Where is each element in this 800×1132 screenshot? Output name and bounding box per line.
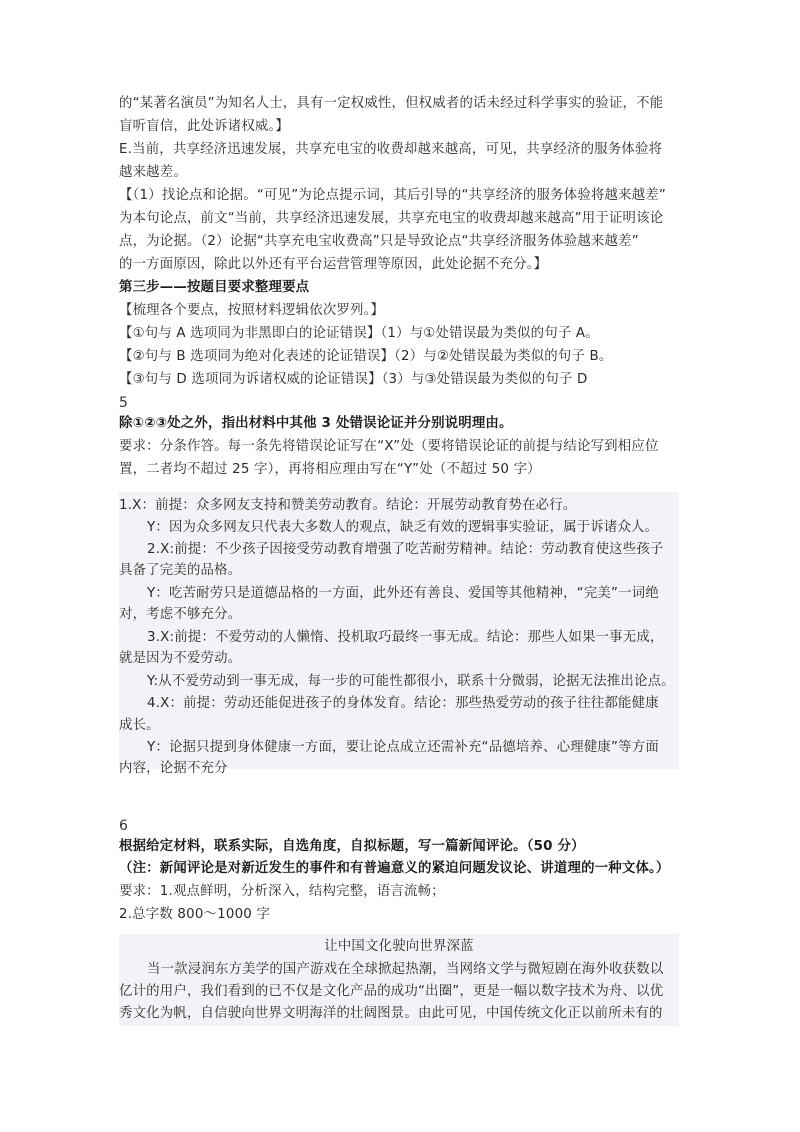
answer-line: 具备了完美的品格。 — [119, 563, 242, 578]
text-line: 盲听盲信，此处诉诸权威。】 — [119, 119, 289, 134]
text-line: E.当前，共享经济迅速发展，共享充电宝的收费却越来越高，可见，共享经济的服务体验将 — [119, 142, 663, 157]
answer-line: Y：论据只提到身体健康一方面，要让论点成立还需补充“品德培养、心理健康”等方面 — [147, 740, 659, 755]
text-line: 【（1）找论点和论据。“可见”为论点提示词，其后引导的“共享经济的服务体验将越来越差” — [119, 188, 667, 203]
answer-line: 1.X：前提：众多网友支持和赞美劳动教育。结论：开展劳动教育势在必行。 — [119, 498, 577, 513]
answer-line: 4.X：前提：劳动还能促进孩子的身体发育。结论：那些热爱劳动的孩子往往都能健康 — [147, 696, 659, 711]
answer-line: 成长。 — [119, 718, 160, 733]
answer-line: Y:从不爱劳动到一事无成，每一步的可能性都很小，联系十分微弱，论据无法推出论点。 — [147, 674, 675, 689]
answer-line: Y：因为众多网友只代表大多数人的观点，缺乏有效的逻辑事实验证，属于诉诸众人。 — [147, 520, 659, 535]
requirement-line: 要求：1.观点鲜明，分析深入，结构完整，语言流畅； — [119, 884, 445, 899]
question-number: 6 — [119, 818, 129, 834]
answer-line: 就是因为不爱劳动。 — [119, 651, 242, 666]
answer-box — [119, 492, 679, 776]
requirement-line: 置，二者均不超过 25 字），再将相应理由写在“Y”处（不超过 50 字） — [119, 462, 541, 477]
answer-line: 3.X:前提：不爱劳动的人懒惰、投机取巧最终一事无成。结论：那些人如果一事无成， — [147, 630, 664, 645]
text-line: 越来越差。 — [119, 165, 187, 180]
essay-box — [119, 934, 679, 1026]
text-line: 【③句与 D 选项同为诉诸权威的论证错误】（3）与③处错误最为类似的句子 D — [119, 372, 588, 387]
essay-line: 亿计的用户，我们看到的已不仅是文化产品的成功“出圈”，更是一幅以数字技术为舟、以优 — [119, 984, 664, 999]
requirement-line: 2.总字数 800～1000 字 — [119, 907, 271, 922]
question-note: （注：新闻评论是对新近发生的事件和有普遍意义的紧迫问题发议论、讲道理的一种文体。） — [119, 861, 670, 876]
essay-title: 让中国文化驶向世界深蓝 — [324, 939, 474, 954]
text-line: 的“某著名演员”为知名人士，具有一定权威性，但权威者的话未经过科学事实的验证，不能 — [119, 96, 664, 111]
requirement-line: 要求：分条作答。每一条先将错误论证写在“X”处（要将错误论证的前提与结论写到相应位 — [119, 439, 659, 454]
essay-line: 秀文化为帆，自信驶向世界文明海洋的壮阔图景。由此可见，中国传统文化正以前所未有的 — [119, 1006, 663, 1021]
text-line: 【②句与 B 选项同为绝对化表述的论证错误】（2）与②处错误最为类似的句子 B。 — [119, 349, 613, 364]
question-text: 根据给定材料，联系实际，自选角度，自拟标题，写一篇新闻评论。（50 分） — [119, 839, 585, 854]
step3-heading: 第三步——按题目要求整理要点 — [119, 280, 310, 295]
text-line: 的一方面原因，除此以外还有平台运营管理等原因，此处论据不充分。】 — [119, 257, 548, 272]
text-line: 【梳理各个要点，按照材料逻辑依次罗列。】 — [119, 303, 385, 318]
answer-line: 内容，论据不充分 — [119, 761, 228, 776]
question-number: 5 — [119, 395, 129, 411]
text-line: 【①句与 A 选项同为非黑即白的论证错误】（1）与①处错误最为类似的句子 A。 — [119, 326, 599, 341]
answer-line: Y：吃苦耐劳只是道德品格的一方面，此外还有善良、爱国等其他精神，“完美”一词绝 — [147, 586, 659, 601]
text-line: 点，为论据。（2）论据“共享充电宝收费高”只是导致论点“共享经济服务体验越来越差” — [119, 234, 639, 249]
essay-line: 当一款浸润东方美学的国产游戏在全球掀起热潮，当网络文学与微短剧在海外收获数以 — [147, 962, 664, 977]
question-text: 除①②③处之外，指出材料中其他 3 处错误论证并分别说明理由。 — [119, 416, 513, 431]
answer-line: 对，考虑不够充分。 — [119, 607, 242, 622]
answer-line: 2.X:前提：不少孩子因接受劳动教育增强了吃苦耐劳精神。结论：劳动教育使这些孩子 — [147, 542, 664, 557]
text-line: 为本句论点，前文“当前，共享经济迅速发展，共享充电宝的收费却越来越高”用于证明该论 — [119, 211, 664, 226]
